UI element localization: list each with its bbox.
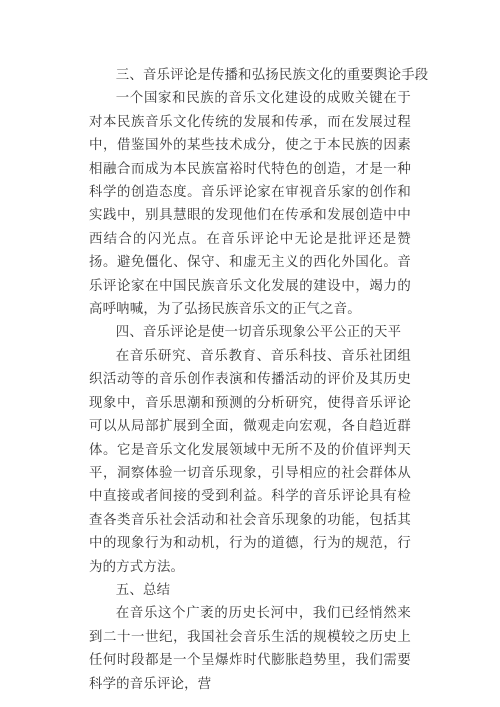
section-5-heading: 五、总结 xyxy=(115,582,171,598)
section-4-paragraph: 在音乐研究、音乐教育、音乐科技、音乐社团组织活动等的音乐创作表演和传播活动的评价及其历史现象中，音乐思潮和预测的分析研究，使得音乐评论可以从局部扩展到全面，微观走向宏观，各自趋近群体。它是音乐文化发展领域中无所不及的价值评判天平，洞察体验一切音乐现象，引导相应的社会群体从中直接或者间接的受到利益。科学的音乐评论具有检查各类音乐社会活动和社会音乐现象的功能，包括其中的现象行为和动机，行为的道德，行为的规范，行为的方式方法。 xyxy=(89,348,411,575)
section-3-paragraph: 一个国家和民族的音乐文化建设的成败关键在于对本民族音乐文化传统的发展和传承，而在发展过程中，借鉴国外的某些技术成分，使之于本民族的因素相融合而成为本民族富裕时代特色的创造，才是一种科学的创造态度。音乐评论家在审视音乐家的创作和实践中，别具慧眼的发现他们在传承和发展创造中中西结合的闪光点。在音乐评论中无论是批评还是赞扬。避免僵化、保守、和虚无主义的西化外国化。音乐评论家在中国民族音乐文化发展的建设中，竭力的高呼呐喊，为了弘扬民族音乐文的正气之音。 xyxy=(89,91,411,318)
document-body xyxy=(89,64,429,696)
section-5-paragraph: 在音乐这个广袤的历史长河中，我们已经悄然来到二十一世纪，我国社会音乐生活的规模较之历史上任何时段都是一个呈爆炸时代膨胀趋势里，我们需要科学的音乐评论，营 xyxy=(89,606,411,692)
section-4-heading: 四、音乐评论是使一切音乐现象公平公正的天平 xyxy=(115,325,402,341)
section-3-heading: 三、音乐评论是传播和弘扬民族文化的重要舆论手段 xyxy=(115,68,429,83)
